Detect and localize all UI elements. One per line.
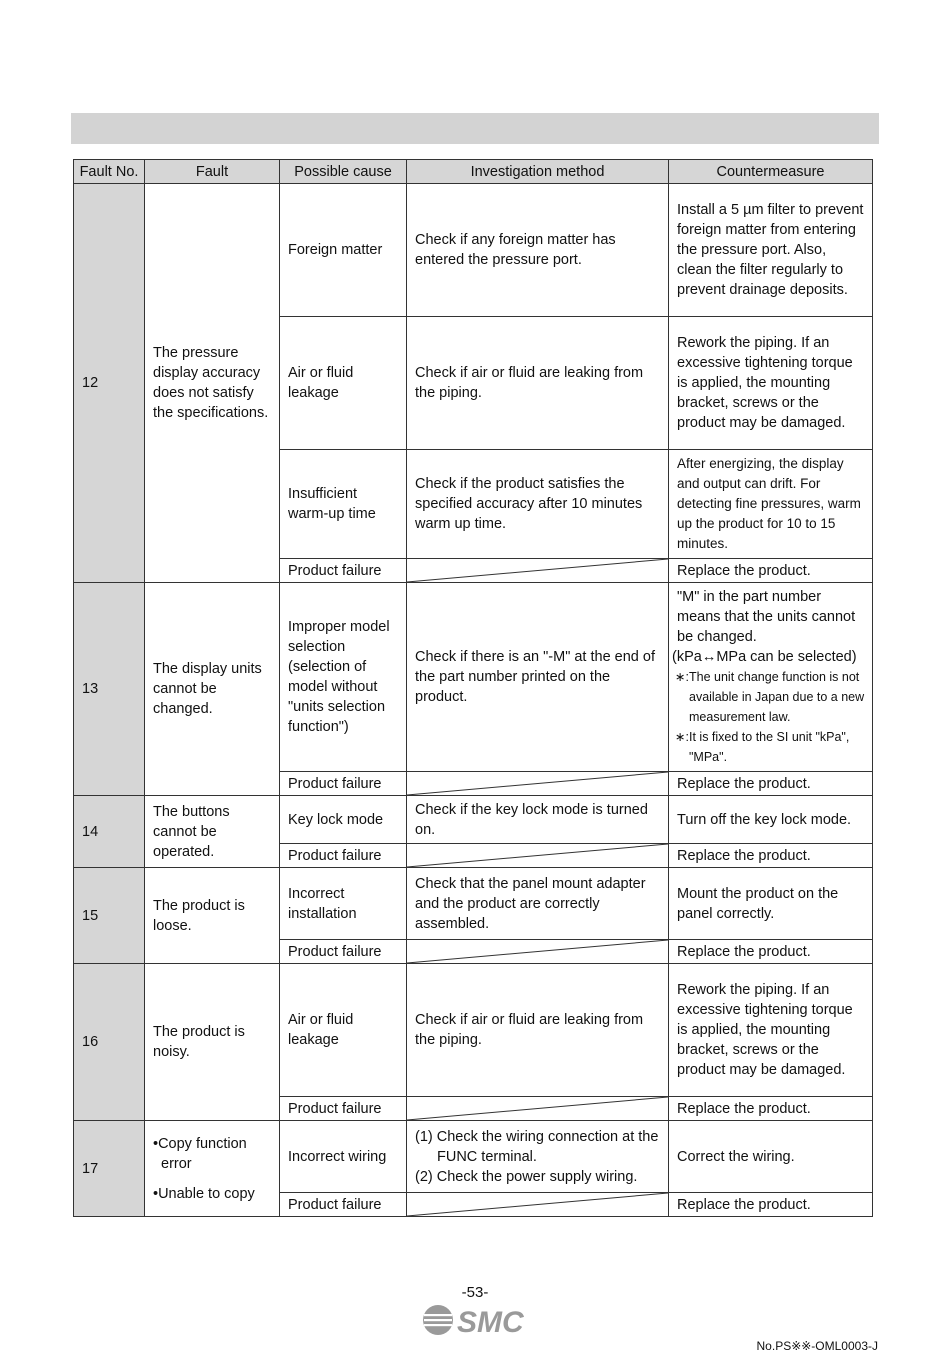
method-step: (2) Check the power supply wiring. (415, 1168, 638, 1185)
fault-text: The buttons cannot be operated. (145, 796, 280, 868)
not-applicable-slash (407, 940, 669, 964)
fault-text: The display units cannot be changed. (145, 583, 280, 796)
possible-cause: Foreign matter (280, 184, 407, 317)
fault-no: 16 (74, 964, 145, 1121)
section-header-bar (71, 113, 879, 144)
countermeasure: Install a 5 µm filter to prevent foreign matter from entering the pressure port. Also, clean the filter regularly to prevent drainage deposits. (669, 184, 873, 317)
troubleshooting-table (73, 159, 873, 1217)
note-mark: ∗: (675, 730, 689, 744)
header-fault-no: Fault No. (74, 160, 145, 184)
investigation-method: Check if the product satisfies the specified accuracy after 10 minutes warm up time. (407, 450, 669, 559)
smc-logo-text: SMC (457, 1306, 524, 1338)
countermeasure: Replace the product. (669, 940, 873, 964)
fault-no: 14 (74, 796, 145, 868)
countermeasure: Rework the piping. If an excessive tightening torque is applied, the mounting bracket, screws or the product may be damaged. (669, 317, 873, 450)
possible-cause: Product failure (280, 559, 407, 583)
fault-no: 17 (74, 1121, 145, 1217)
fault-text: The product is loose. (145, 868, 280, 964)
possible-cause: Product failure (280, 940, 407, 964)
fault-text: The pressure display accuracy does not satisfy the specifications. (145, 184, 280, 583)
countermeasure: Replace the product. (669, 1193, 873, 1217)
not-applicable-slash (407, 844, 669, 868)
fault-bullet: •Unable to copy (153, 1185, 255, 1202)
countermeasure-paren: (kPa↔MPa can be selected) (672, 649, 857, 665)
investigation-method: Check if there is an "-M" at the end of the part number printed on the product. (407, 583, 669, 772)
investigation-method: Check if the key lock mode is turned on. (407, 796, 669, 844)
header-investigation-method: Investigation method (407, 160, 669, 184)
investigation-method: Check if any foreign matter has entered the pressure port. (407, 184, 669, 317)
smc-logo (421, 1302, 529, 1338)
table-row (74, 796, 873, 844)
countermeasure: Turn off the key lock mode. (669, 796, 873, 844)
note (675, 727, 868, 767)
fault-bullet: •Copy function error (153, 1135, 247, 1172)
header-fault: Fault (145, 160, 280, 184)
investigation-method: Check if air or fluid are leaking from the piping. (407, 317, 669, 450)
investigation-method: Check that the panel mount adapter and the product are correctly assembled. (407, 868, 669, 940)
fault-text (145, 1121, 280, 1217)
table-row (74, 868, 873, 940)
possible-cause: Insufficient warm-up time (280, 450, 407, 559)
table-row (74, 1121, 873, 1193)
smc-logo-mark (423, 1305, 453, 1335)
page-number: -53- (461, 1284, 489, 1301)
fault-no: 12 (74, 184, 145, 583)
not-applicable-slash (407, 1193, 669, 1217)
header-countermeasure: Countermeasure (669, 160, 873, 184)
possible-cause: Product failure (280, 1097, 407, 1121)
note-mark: ∗: (675, 670, 689, 684)
countermeasure (669, 583, 873, 772)
possible-cause: Incorrect wiring (280, 1121, 407, 1193)
countermeasure: Replace the product. (669, 772, 873, 796)
countermeasure: Rework the piping. If an excessive tightening torque is applied, the mounting bracket, screws or the product may be damaged. (669, 964, 873, 1097)
not-applicable-slash (407, 1097, 669, 1121)
possible-cause: Product failure (280, 844, 407, 868)
investigation-method: Check if air or fluid are leaking from the piping. (407, 964, 669, 1097)
countermeasure: Replace the product. (669, 844, 873, 868)
header-possible-cause: Possible cause (280, 160, 407, 184)
possible-cause: Air or fluid leakage (280, 964, 407, 1097)
note-text: It is fixed to the SI unit "kPa", "MPa". (689, 730, 850, 764)
countermeasure: Replace the product. (669, 559, 873, 583)
investigation-method (407, 1121, 669, 1193)
possible-cause: Key lock mode (280, 796, 407, 844)
countermeasure: Mount the product on the panel correctly. (669, 868, 873, 940)
countermeasure-main: "M" in the part number means that the units cannot be changed. (677, 589, 856, 645)
fault-no: 13 (74, 583, 145, 796)
not-applicable-slash (407, 559, 669, 583)
fault-text: The product is noisy. (145, 964, 280, 1121)
fault-no: 15 (74, 868, 145, 964)
countermeasure: Correct the wiring. (669, 1121, 873, 1193)
not-applicable-slash (407, 772, 669, 796)
countermeasure: After energizing, the display and output can drift. For detecting fine pressures, warm up the product for 10 to 15 minutes. (669, 450, 873, 559)
countermeasure: Replace the product. (669, 1097, 873, 1121)
possible-cause: Incorrect installation (280, 868, 407, 940)
possible-cause: Air or fluid leakage (280, 317, 407, 450)
note (675, 667, 868, 727)
table-row (74, 964, 873, 1097)
possible-cause: Product failure (280, 772, 407, 796)
table-row (74, 184, 873, 317)
possible-cause: Product failure (280, 1193, 407, 1217)
method-step: (1) Check the wiring connection at the FUNC terminal. (415, 1128, 659, 1165)
table-row (74, 583, 873, 772)
document-number: No.PS※※-OML0003-J (756, 1339, 878, 1353)
note-text: The unit change function is not available in Japan due to a new measurement law. (689, 670, 865, 724)
table-header-row (74, 160, 873, 184)
possible-cause: Improper model selection (selection of model without "units selection function") (280, 583, 407, 772)
